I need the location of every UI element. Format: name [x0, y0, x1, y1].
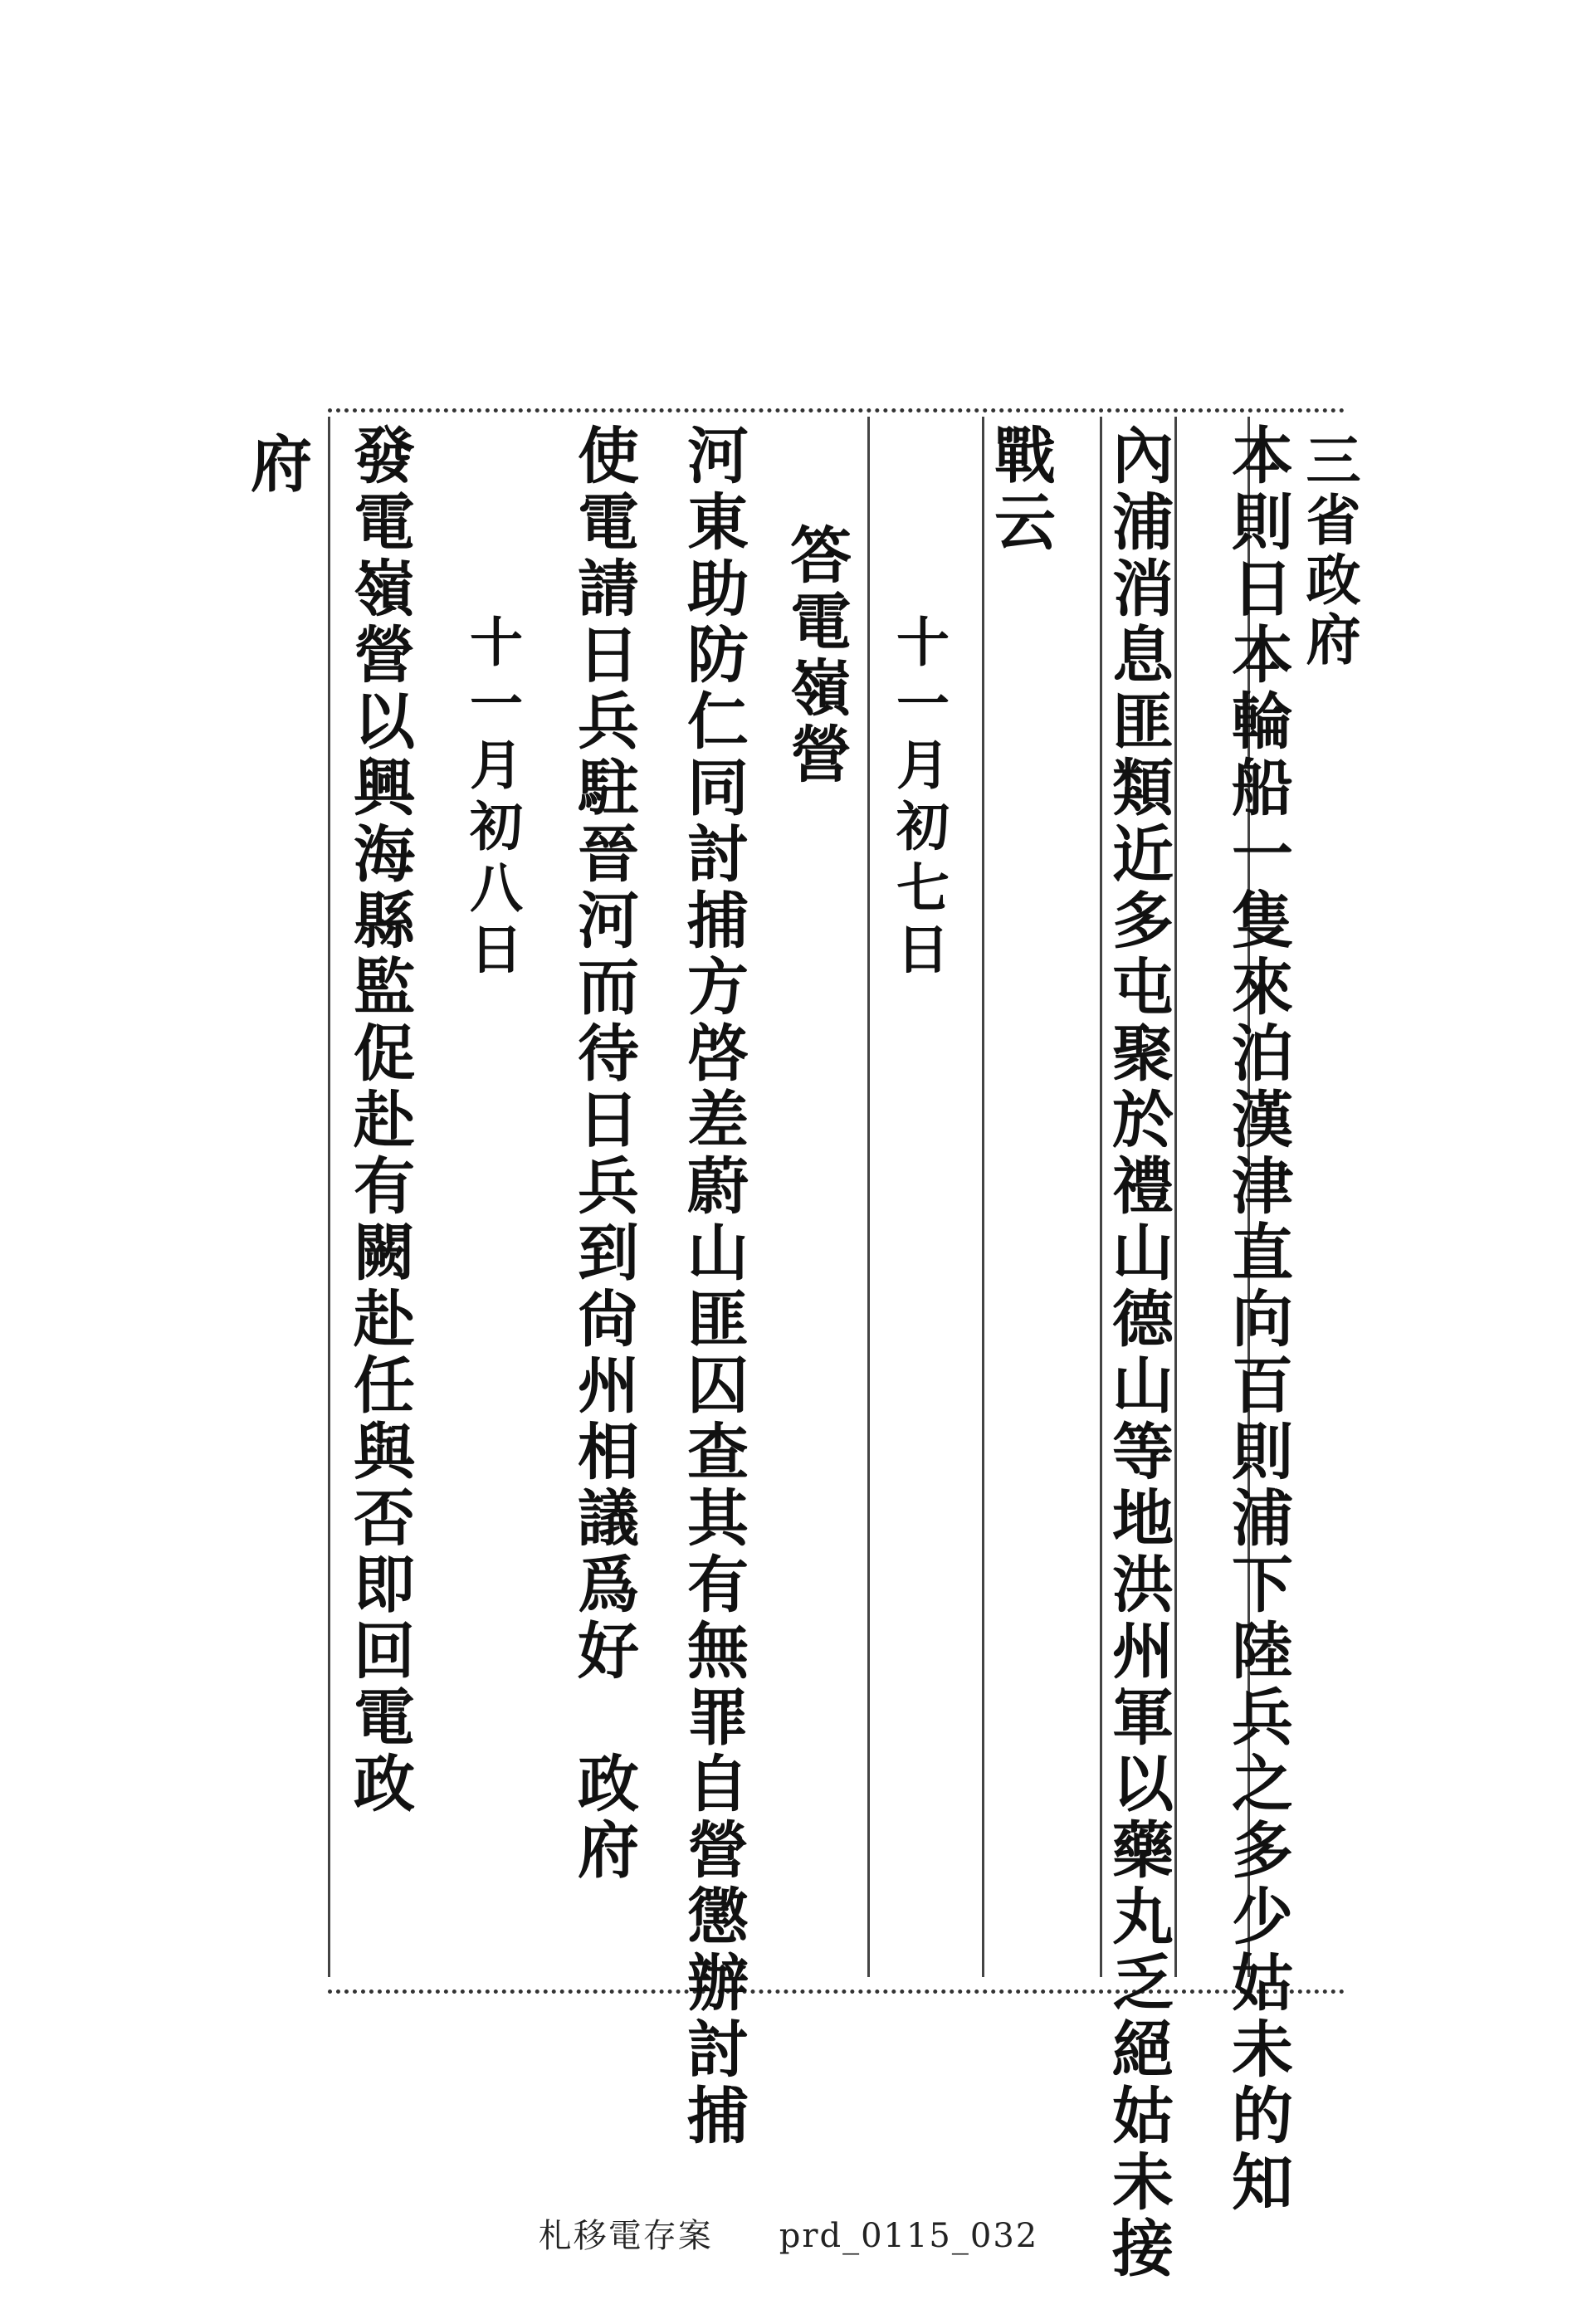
- text-column-2: 內浦消息匪類近多屯聚於禮山德山等地洪州軍以藥丸乏絕姑未接: [1102, 423, 1174, 2282]
- text-column-6: 發電嶺營以興海縣監促赴有闕赴任與否即回電政: [344, 423, 415, 1818]
- heading-reply-telegram: 答電嶺營: [780, 523, 852, 788]
- text-column-1: 本則日本輪船一隻來泊漢津直向百則浦下陸兵之多少姑未的知: [1222, 423, 1293, 2216]
- column-rule: [328, 417, 330, 1977]
- column-rule: [867, 417, 870, 1977]
- column-rule: [982, 417, 984, 1977]
- page-code: prd_0115_032: [779, 2217, 1039, 2255]
- collection-title: 札移電存案: [538, 2217, 713, 2255]
- page-footer: [0, 2209, 1577, 2257]
- text-column-7: 府: [241, 432, 312, 498]
- top-ruled-border: [328, 408, 1345, 413]
- text-column-3: 戰云: [984, 423, 1056, 556]
- date-line-2: 十一月初八日: [461, 614, 523, 983]
- date-line-1: 十一月初七日: [887, 614, 950, 983]
- text-column-4: 河東助防仁同討捕方啓差蔚山匪囚查其有無罪自營懲辦討捕: [677, 423, 749, 2150]
- column-rule: [1174, 417, 1177, 1977]
- bottom-ruled-border: [328, 1990, 1345, 1994]
- top-right-fragment: 三省政府: [1296, 432, 1361, 671]
- text-column-5: 使電請日兵駐晉河而待日兵到尙州相議爲好 政府: [568, 423, 639, 1884]
